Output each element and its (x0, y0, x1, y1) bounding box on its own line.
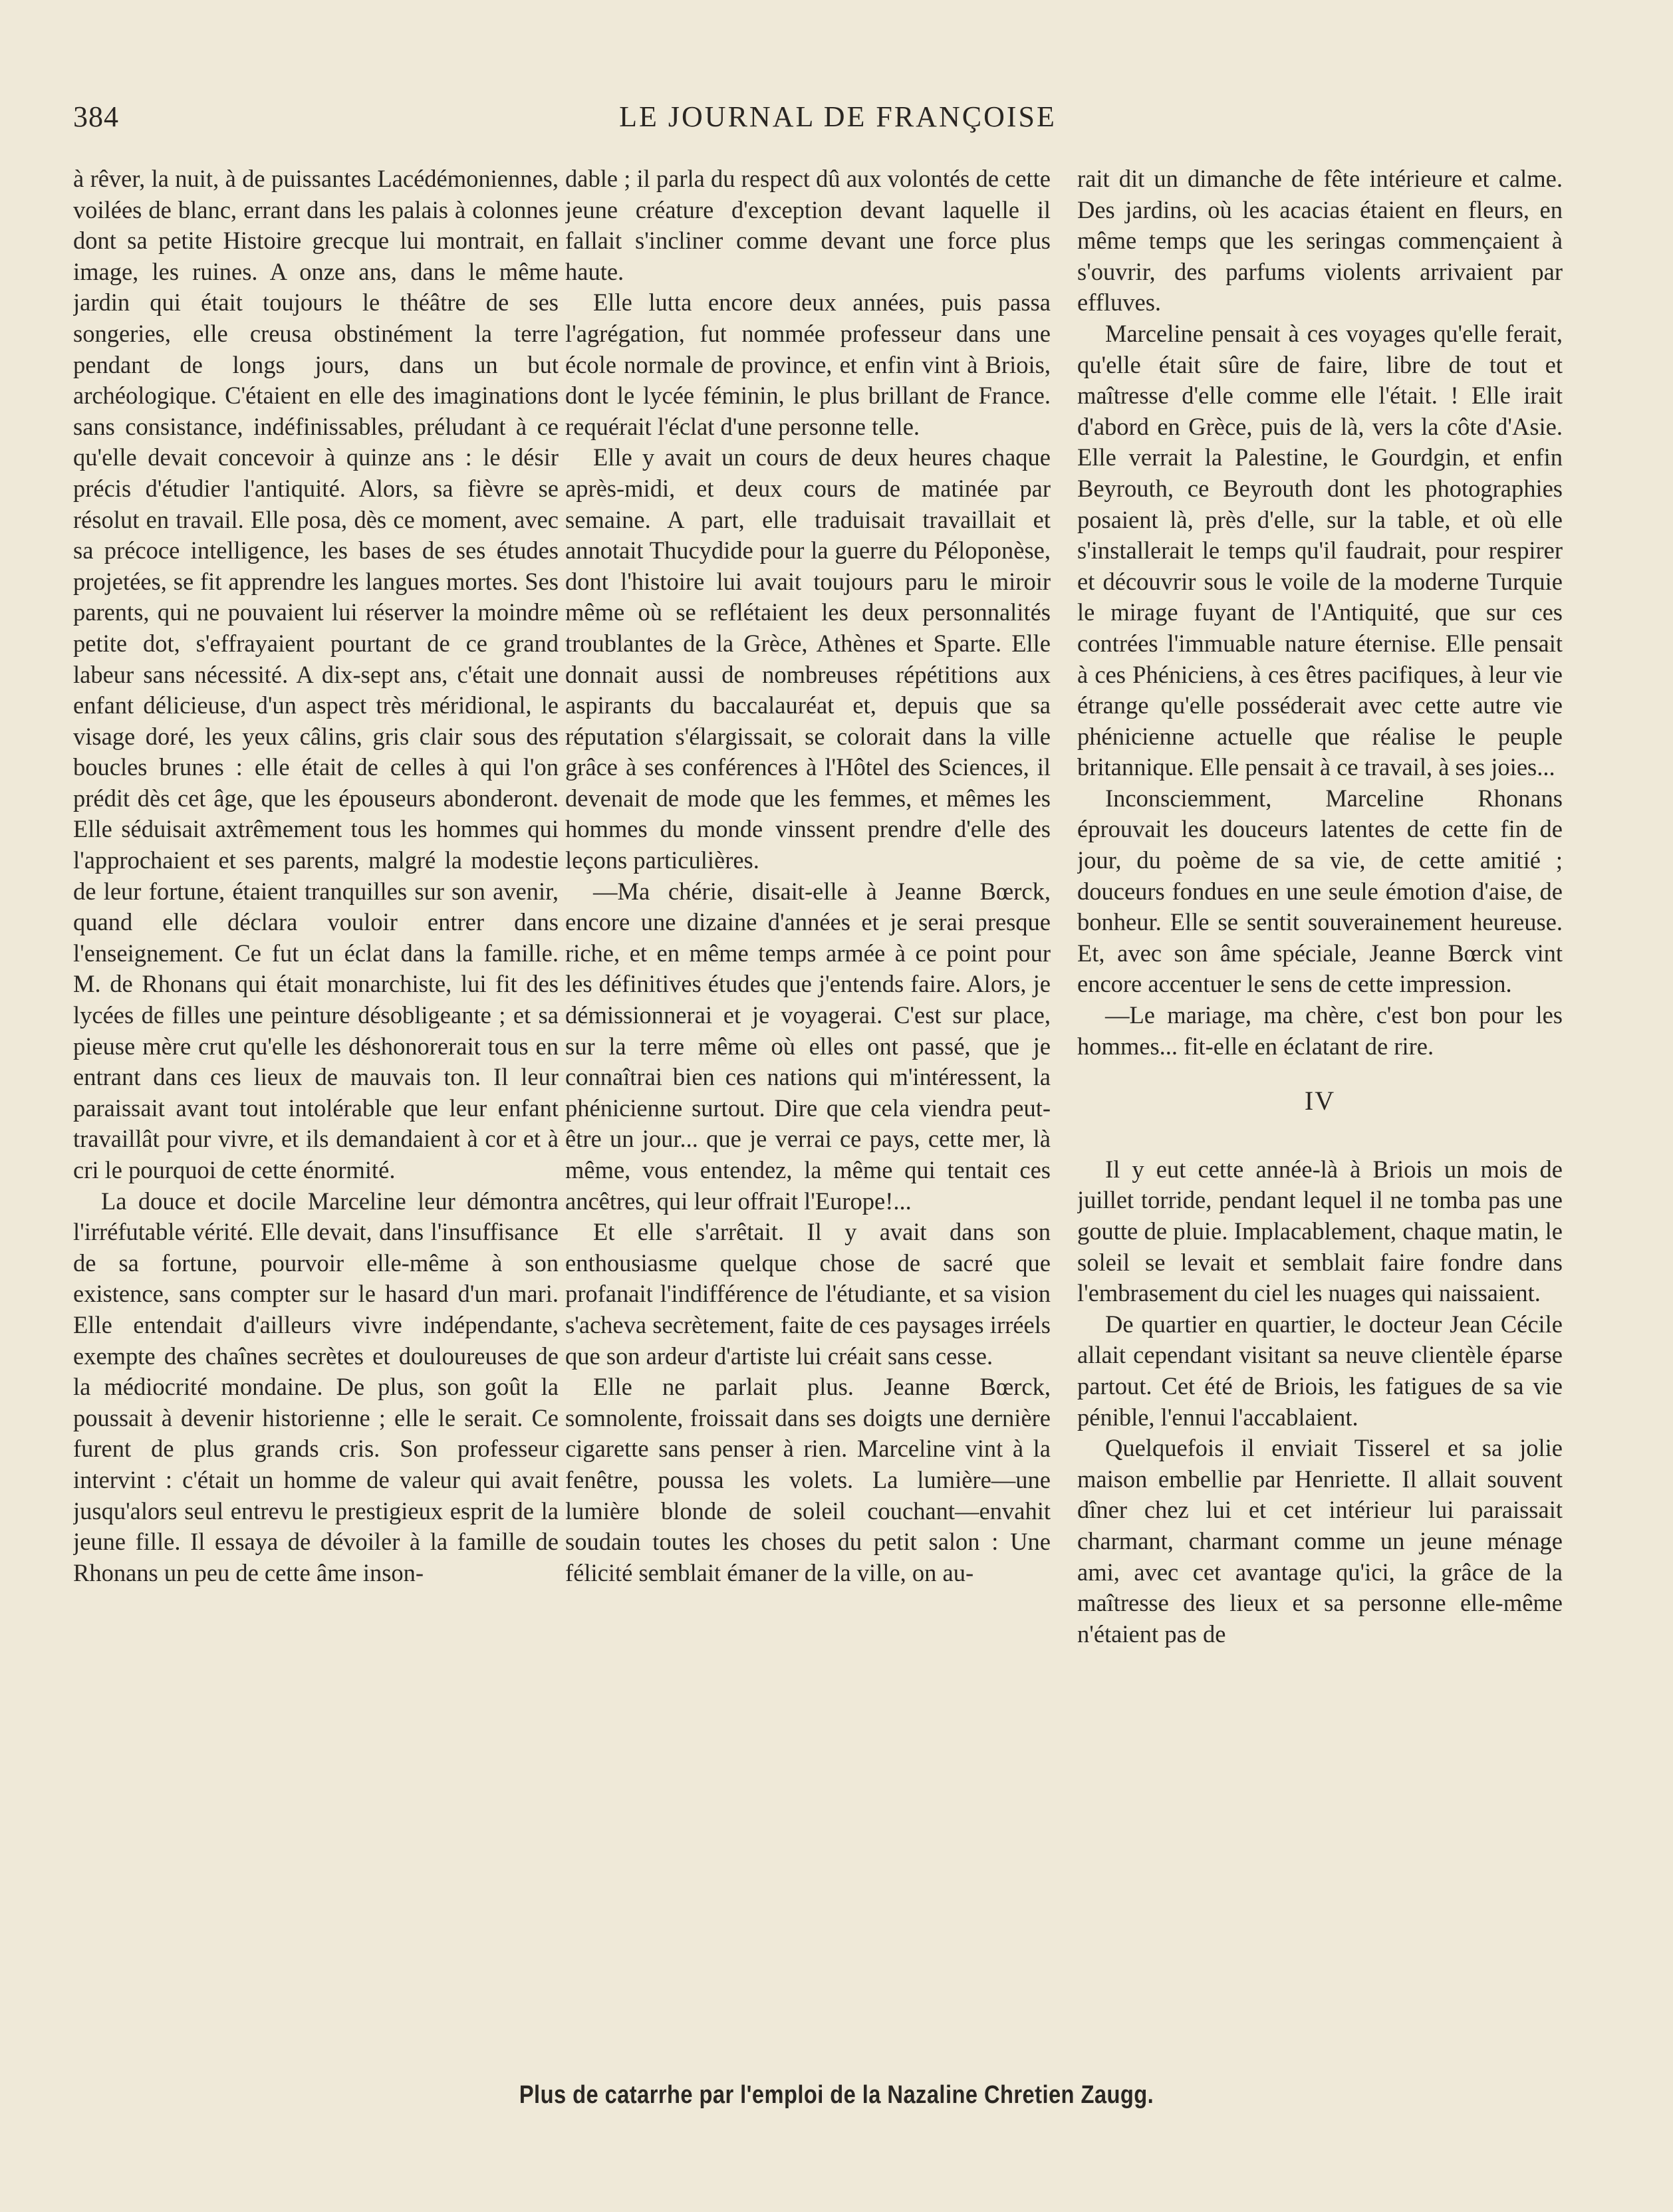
footer-advertisement: Plus de catarrhe par l'emploi de la Nazaline Chretien Zaugg. (519, 2081, 1154, 2109)
paragraph: Inconsciemment, Marceline Rhonans éprouvait les douceurs latentes de cette fin de jour, du poème de sa vie, de cette amitié ; douceurs fondues en une seule émotion d'aise, de bonheur. Elle se sentit souverainement heureuse. Et, avec son âme spéciale, Jeanne Bœrck vint encore accentuer le sens de cette impression. (1077, 784, 1563, 998)
paragraph: Elle ne parlait plus. Jeanne Bœrck, somnolente, froissait dans ses doigts une dernière cigarette sans penser à rien. Marceline vint à la fenêtre, poussa les volets. La lumière—une lumière blonde de soleil couchant—envahit soudain toutes les choses du petit salon : Une félicité semblait émaner de la ville, on au- (565, 1373, 1051, 1586)
section-number: IV (1304, 1086, 1336, 1116)
paragraph: —Le mariage, ma chère, c'est bon pour les hommes... fit-elle en éclatant de rire. (1077, 1001, 1563, 1060)
text-column-2 (565, 164, 1051, 2078)
paragraph: Il y eut cette année-là à Briois un mois de juillet torride, pendant lequel il ne tomba pas une goutte de pluie. Implacablement, chaque matin, le soleil se levait et semblait faire fondre dans l'embrasement du ciel les nuages qui naissaient. (1077, 1155, 1563, 1307)
paragraph: Elle y avait un cours de deux heures chaque après-midi, et deux cours de matinée par semaine. A part, elle traduisait travaillait et annotait Thucydide pour la guerre du Péloponèse, dont l'histoire lui avait toujours paru le miroir même où se reflétaient les deux personnalités troublantes de la Grèce, Athènes et Sparte. Elle donnait aussi de nombreuses répétitions aux aspirants du baccalauréat et, depuis que sa réputation s'élargissait, se colorait dans la ville grâce à ses conférences à l'Hôtel des Sciences, il devenait de mode que les femmes, et mêmes les hommes du monde vinssent prendre d'elle des leçons particulières. (565, 443, 1051, 874)
paragraph: —Ma chérie, disait-elle à Jeanne Bœrck, encore une dizaine d'années et je serai presque riche, et en même temps armée à ce point pour les définitives études que j'entends faire. Alors, je démissionnerai et je voyagerai. C'est sur place, sur la terre même où elles ont passé, que je connaîtrai bien ces nations qui m'intéressent, la phénicienne surtout. Dire que cela viendra peut-être un jour... que je verrai ce pays, cette mer, là même, vous entendez, la même qui tentait ces ancêtres, qui leur offrait l'Europe!... (565, 877, 1051, 1215)
text-column-3 (1077, 164, 1563, 2078)
paragraph: De quartier en quartier, le docteur Jean Cécile allait cependant visitant sa neuve clientèle éparse partout. Cet été de Briois, les fatigues de sa vie pénible, l'ennui l'accablaient. (1077, 1310, 1563, 1431)
paragraph: Marceline pensait à ces voyages qu'elle ferait, qu'elle était sûre de faire, libre de tout et maîtresse d'elle comme elle l'était. ! Elle irait d'abord en Grèce, puis de là, vers la côte d'Asie. Elle verrait la Palestine, le Gourdgin, et enfin Beyrouth, ce Beyrouth dont les photographies posaient là, près d'elle, sur la table, et où elle s'installerait le temps qu'il faudrait, pour respirer et découvrir sous le voile de la moderne Turquie le mirage fuyant de l'Antiquité, que sur ces contrées l'immuable nature éternise. Elle pensait à ces Phéniciens, à ces êtres pacifiques, à leur vie étrange qu'elle posséderait avec cette autre vie phénicienne actuelle que réalise le peuple britannique. Elle pensait à ce travail, à ses joies... (1077, 319, 1563, 781)
paragraph: La douce et docile Marceline leur démontra l'irréfutable vérité. Elle devait, dans l'insuffisance de sa fortune, pourvoir elle-même à son existence, sans compter sur le hasard d'un mari. Elle entendait d'ailleurs vivre indépendante, exempte des chaînes secrètes et douloureuses de la médiocrité mondaine. De plus, son goût la poussait à devenir historienne ; elle le serait. Ce furent de plus grands cris. Son professeur intervint : c'était un homme de valeur qui avait jusqu'alors seul entrevu le prestigieux esprit de la jeune fille. Il essaya de dévoiler à la famille de Rhonans un peu de cette âme inson- (73, 1187, 559, 1586)
text-column-1 (73, 164, 559, 2078)
paragraph: à rêver, la nuit, à de puissantes Lacédémoniennes, voilées de blanc, errant dans les palais à colonnes dont sa petite Histoire grecque lui montrait, en image, les ruines. A onze ans, dans le même jardin qui était toujours le théâtre de ses songeries, elle creusa obstinément la terre pendant de longs jours, dans un but archéologique. C'étaient en elle des imaginations sans consistance, indéfinissables, préludant à ce qu'elle devait concevoir à quinze ans : le désir précis d'étudier l'antiquité. Alors, sa fièvre se résolut en travail. Elle posa, dès ce moment, avec sa précoce intelligence, les bases de ses études projetées, se fit apprendre les langues mortes. Ses parents, qui ne pouvaient lui réserver la moindre petite dot, s'effrayaient pourtant de ce grand labeur sans nécessité. A dix-sept ans, c'était une enfant délicieuse, d'un aspect très méridional, le visage doré, les yeux câlins, gris clair sous des boucles brunes : elle était de celles à qui l'on prédit dès cet âge, que les épouseurs abonderont. Elle séduisait axtrêmement tous les hommes qui l'approchaient et ses parents, malgré la modestie de leur fortune, étaient tranquilles sur son avenir, quand elle déclara vouloir entrer dans l'enseignement. Ce fut un éclat dans la famille. M. de Rhonans qui était monarchiste, lui fit des lycées de filles une peinture désobligeante ; et sa pieuse mère crut qu'elle les déshonorerait tous en entrant dans ces lieux de mauvais ton. Il leur paraissait avant tout intolérable que leur enfant travaillât pour vivre, et ils demandaient à cor et à cri le pourquoi de cette énormité. (73, 165, 559, 1183)
page-number: 384 (73, 100, 119, 133)
paragraph: Et elle s'arrêtait. Il y avait dans son enthousiasme quelque chose de sacré que profanait l'indifférence de l'étudiante, et sa vision s'acheva secrètement, faite de ces paysages irréels que son ardeur d'artiste lui créait sans cesse. (565, 1218, 1051, 1370)
paragraph: rait dit un dimanche de fête intérieure et calme. Des jardins, où les acacias étaient en fleurs, en même temps que les seringas commençaient à s'ouvrir, des parfums violents arrivaient par effluves. (1077, 165, 1563, 316)
page-header (73, 100, 1603, 146)
paragraph: dable ; il parla du respect dû aux volontés de cette jeune créature d'exception devant laquelle il fallait s'incliner comme devant une force plus haute. (565, 165, 1051, 285)
paragraph: Quelquefois il enviait Tisserel et sa jolie maison embellie par Henriette. Il allait souvent dîner chez lui et cet intérieur lui paraissait charmant, charmant comme un jeune ménage ami, avec cet avantage qu'ici, la grâce de la maîtresse des lieux et sa personne elle-même n'étaient pas de (1077, 1434, 1563, 1648)
paragraph: Elle lutta encore deux années, puis passa l'agrégation, fut nommée professeur dans une école normale de province, et enfin vint à Briois, dont le lycée féminin, le plus brillant de France. requérait l'éclat d'une personne telle. (565, 289, 1051, 440)
running-title: LE JOURNAL DE FRANÇOISE (619, 100, 1057, 133)
